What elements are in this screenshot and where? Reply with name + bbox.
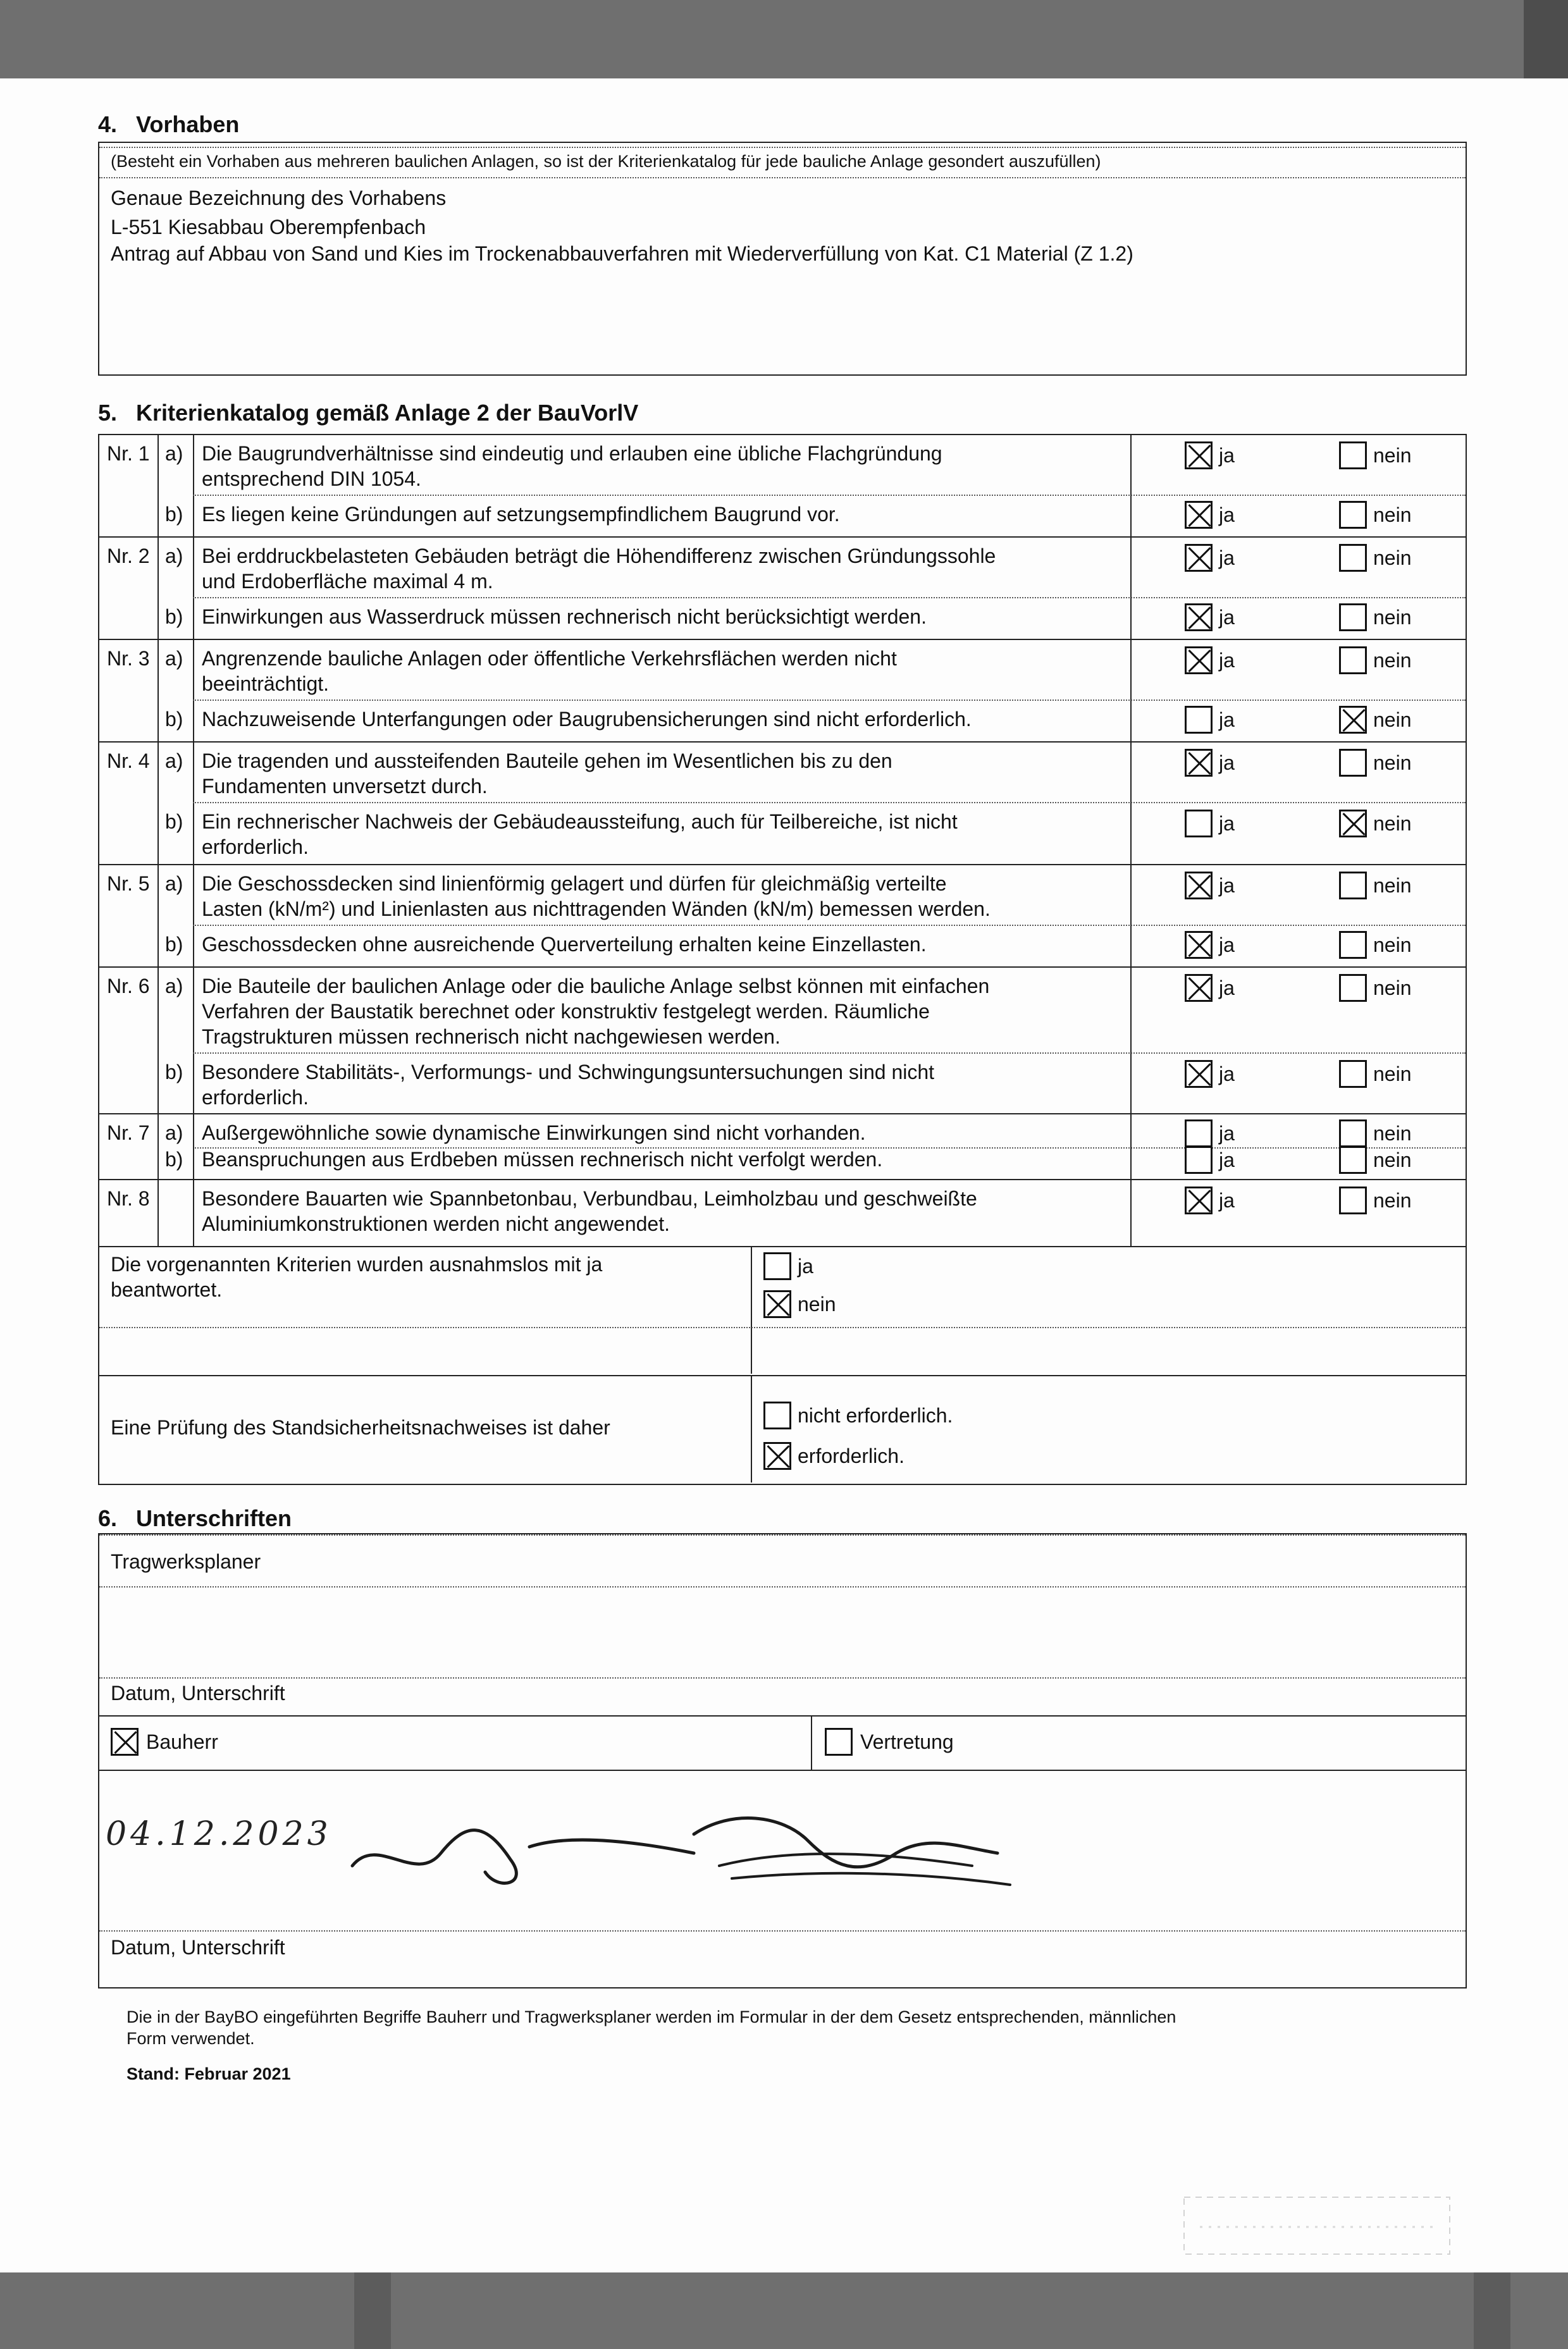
datum-unterschrift-label: Datum, Unterschrift <box>111 1682 285 1705</box>
divider <box>99 536 1466 538</box>
nein-label: nein <box>1373 1122 1412 1145</box>
criterion-text-line: Die Baugrundverhältnisse sind eindeutig und erlauben eine übliche Flachgründung <box>202 442 942 465</box>
nein-checkbox[interactable] <box>1339 646 1367 674</box>
nein-checkbox[interactable] <box>1339 810 1367 837</box>
ja-label: ja <box>1219 812 1235 835</box>
nein-label: nein <box>1373 606 1412 629</box>
ja-checkbox[interactable] <box>1185 931 1213 959</box>
faint-stamp-mark <box>1181 2192 1453 2262</box>
vertretung-checkbox[interactable] <box>825 1728 853 1756</box>
divider <box>99 1677 1466 1679</box>
criteria-table-continued <box>98 1147 1467 1376</box>
ja-checkbox[interactable] <box>1185 441 1213 469</box>
criterion-text-line: Fundamenten unversetzt durch. <box>202 775 488 798</box>
criterion-text-line: Aluminiumkonstruktionen werden nicht angewendet. <box>202 1212 670 1235</box>
ja-checkbox[interactable] <box>1185 544 1213 572</box>
divider <box>99 1113 1466 1114</box>
ja-label: ja <box>1219 1149 1235 1171</box>
divider <box>157 435 159 1164</box>
ja-label: ja <box>1219 649 1235 672</box>
criterion-text-line: Verfahren der Baustatik berechnet oder konstruktiv festgelegt werden. Räumliche <box>202 1000 930 1023</box>
divider <box>193 597 1466 598</box>
tragwerksplaner-signature-field[interactable] <box>99 1588 1466 1676</box>
scan-border-stripe <box>354 2272 391 2349</box>
ja-checkbox[interactable] <box>1185 1146 1213 1174</box>
divider <box>99 966 1466 968</box>
section-title: Kriterienkatalog gemäß Anlage 2 der BauVorlV <box>136 400 639 426</box>
footer-note-line: Die in der BayBO eingeführten Begriffe Bauherr und Tragwerksplaner werden im Formular in der dem Gesetz entsprechenden, männlichen <box>127 2007 1176 2026</box>
section-6-header <box>98 1505 1467 1534</box>
nein-checkbox[interactable] <box>1339 872 1367 899</box>
scan-border-stripe <box>1474 2272 1510 2349</box>
criterion-text-line: Tragstrukturen müssen rechnerisch nicht nachgewiesen werden. <box>202 1025 781 1048</box>
ja-checkbox[interactable] <box>1185 810 1213 837</box>
summary-ja-checkbox[interactable] <box>763 1252 791 1280</box>
criterion-number: Nr. 5 <box>107 872 150 895</box>
criterion-sub: a) <box>165 442 183 465</box>
ja-checkbox[interactable] <box>1185 1119 1213 1147</box>
handwritten-signature <box>340 1796 1035 1910</box>
nein-checkbox[interactable] <box>1339 603 1367 631</box>
ja-label: ja <box>1219 546 1235 569</box>
nein-checkbox[interactable] <box>1339 706 1367 734</box>
nein-label: nein <box>1373 649 1412 672</box>
ja-label: ja <box>1219 606 1235 629</box>
criterion-sub: a) <box>165 545 183 567</box>
criterion-text-line: erforderlich. <box>202 835 309 858</box>
project-line-2[interactable]: Antrag auf Abbau von Sand und Kies im Trockenabbauverfahren mit Wiederverfüllung von Kat. C1 Material (Z 1.2) <box>111 242 1133 265</box>
criterion-text-line: Geschossdecken ohne ausreichende Querverteilung erhalten keine Einzellasten. <box>202 933 927 956</box>
nein-label: nein <box>1373 546 1412 569</box>
criterion-text-line: Ein rechnerischer Nachweis der Gebäudeaussteifung, auch für Teilbereiche, ist nicht <box>202 810 958 833</box>
nein-label: nein <box>1373 751 1412 774</box>
criterion-text-line: Beanspruchungen aus Erdbeben müssen rechnerisch nicht verfolgt werden. <box>202 1148 883 1171</box>
criterion-text-line: Nachzuweisende Unterfangungen oder Baugrubensicherungen sind nicht erforderlich. <box>202 708 972 731</box>
criterion-sub: a) <box>165 872 183 895</box>
criterion-number: Nr. 7 <box>107 1121 150 1144</box>
section-5-header <box>98 400 1467 429</box>
divider <box>157 1147 159 1246</box>
form-page <box>0 78 1568 2272</box>
datum-unterschrift-label: Datum, Unterschrift <box>111 1936 285 1959</box>
section-4-note: (Besteht ein Vorhaben aus mehreren baulichen Anlagen, so ist der Kriterienkatalog für jede bauliche Anlage gesondert auszufüllen) <box>111 152 1101 171</box>
nein-checkbox[interactable] <box>1339 544 1367 572</box>
divider <box>99 1715 1466 1717</box>
bauherr-label: Bauherr <box>146 1730 218 1753</box>
criterion-text-line: Lasten (kN/m²) und Linienlasten aus nichttragenden Wänden (kN/m) bemessen werden. <box>202 897 991 920</box>
criterion-sub: b) <box>165 605 183 628</box>
divider <box>99 147 1466 148</box>
criterion-text-line: Die Geschossdecken sind linienförmig gelagert und dürfen für gleichmäßig verteilte <box>202 872 947 895</box>
ja-label: ja <box>1219 708 1235 731</box>
criterion-text-line: und Erdoberfläche maximal 4 m. <box>202 570 493 593</box>
divider <box>99 1246 1466 1247</box>
erforderlich-checkbox[interactable] <box>763 1442 791 1470</box>
nein-checkbox[interactable] <box>1339 441 1367 469</box>
divider <box>751 1246 752 1374</box>
criterion-number: Nr. 4 <box>107 749 150 772</box>
signatures-box <box>98 1533 1467 1988</box>
criterion-sub: b) <box>165 933 183 956</box>
divider <box>99 1327 1466 1328</box>
criterion-sub: a) <box>165 749 183 772</box>
project-line-1[interactable]: L-551 Kiesabbau Oberempfenbach <box>111 216 426 238</box>
stand-date: Stand: Februar 2021 <box>127 2064 291 2083</box>
ja-checkbox[interactable] <box>1185 706 1213 734</box>
tragwerksplaner-label: Tragwerksplaner <box>111 1550 261 1573</box>
nicht-erforderlich-checkbox[interactable] <box>763 1402 791 1429</box>
divider <box>99 1179 1466 1180</box>
nein-checkbox[interactable] <box>1339 931 1367 959</box>
ja-checkbox[interactable] <box>1185 501 1213 529</box>
nein-checkbox[interactable] <box>1339 1187 1367 1214</box>
ja-label: ja <box>1219 751 1235 774</box>
nein-label: nein <box>1373 1189 1412 1212</box>
criterion-text-line: Außergewöhnliche sowie dynamische Einwirkungen sind nicht vorhanden. <box>202 1121 866 1144</box>
criterion-number: Nr. 2 <box>107 545 150 567</box>
nein-checkbox[interactable] <box>1339 749 1367 777</box>
divider <box>99 864 1466 865</box>
criterion-text-line: Angrenzende bauliche Anlagen oder öffentliche Verkehrsflächen werden nicht <box>202 647 897 670</box>
criterion-sub: b) <box>165 708 183 731</box>
ja-label: ja <box>1219 977 1235 999</box>
criterion-number: Nr. 6 <box>107 975 150 997</box>
criterion-number: Nr. 1 <box>107 442 150 465</box>
summary-nein-label: nein <box>798 1293 836 1316</box>
nein-label: nein <box>1373 977 1412 999</box>
ja-checkbox[interactable] <box>1185 749 1213 777</box>
section-4-header <box>98 111 1467 140</box>
nicht-erforderlich-label: nicht erforderlich. <box>798 1404 953 1427</box>
project-label: Genaue Bezeichnung des Vorhabens <box>111 187 447 209</box>
nein-checkbox[interactable] <box>1339 1060 1367 1088</box>
ja-checkbox[interactable] <box>1185 1060 1213 1088</box>
divider <box>1130 1147 1132 1246</box>
ja-label: ja <box>1219 503 1235 526</box>
scan-border-bottom <box>0 2272 1568 2349</box>
ja-checkbox[interactable] <box>1185 872 1213 899</box>
ja-label: ja <box>1219 1189 1235 1212</box>
erforderlich-label: erforderlich. <box>798 1445 904 1467</box>
ja-label: ja <box>1219 1063 1235 1085</box>
section-title: Vorhaben <box>136 111 240 137</box>
criterion-number: Nr. 8 <box>107 1187 150 1210</box>
divider <box>193 1052 1466 1054</box>
criterion-text-line: Besondere Stabilitäts-, Verformungs- und Schwingungsuntersuchungen sind nicht <box>202 1061 935 1083</box>
divider <box>99 639 1466 640</box>
nein-label: nein <box>1373 444 1412 467</box>
criterion-text-line: Die tragenden und aussteifenden Bauteile gehen im Wesentlichen bis zu den <box>202 749 892 772</box>
summary-nein-checkbox[interactable] <box>763 1290 791 1318</box>
divider <box>811 1715 812 1770</box>
nein-label: nein <box>1373 812 1412 835</box>
criterion-sub: a) <box>165 975 183 997</box>
ja-label: ja <box>1219 934 1235 956</box>
divider <box>751 1376 752 1483</box>
summary-text-line: beantwortet. <box>111 1278 223 1301</box>
ja-checkbox[interactable] <box>1185 603 1213 631</box>
divider <box>99 1534 1466 1536</box>
nein-label: nein <box>1373 503 1412 526</box>
ja-checkbox[interactable] <box>1185 974 1213 1002</box>
criterion-sub: b) <box>165 810 183 833</box>
divider <box>99 1930 1466 1932</box>
criterion-text-line: Besondere Bauarten wie Spannbetonbau, Verbundbau, Leimholzbau und geschweißte <box>202 1187 977 1210</box>
summary-2-text: Eine Prüfung des Standsicherheitsnachweises ist daher <box>111 1416 610 1439</box>
footer-note-line: Form verwendet. <box>127 2029 255 2048</box>
divider <box>193 495 1466 496</box>
criterion-text-line: entsprechend DIN 1054. <box>202 467 421 490</box>
criterion-text-line: beeinträchtigt. <box>202 672 330 695</box>
divider <box>193 435 194 1164</box>
nein-label: nein <box>1373 1149 1412 1171</box>
criterion-sub: b) <box>165 1148 183 1171</box>
section-number: 4. <box>98 111 118 137</box>
summary-ja-label: ja <box>798 1255 813 1278</box>
nein-checkbox[interactable] <box>1339 1146 1367 1174</box>
nein-checkbox[interactable] <box>1339 974 1367 1002</box>
divider <box>1130 435 1132 1164</box>
signature-date: 04.12.2023 <box>106 1815 332 1853</box>
section-title: Unterschriften <box>136 1505 292 1531</box>
criterion-text-line: Es liegen keine Gründungen auf setzungsempfindlichem Baugrund vor. <box>202 503 840 526</box>
summary-text-line: Die vorgenannten Kriterien wurden ausnahmslos mit ja <box>111 1253 603 1276</box>
criterion-text-line: Bei erddruckbelasteten Gebäuden beträgt die Höhendifferenz zwischen Gründungssohle <box>202 545 996 567</box>
divider <box>193 700 1466 701</box>
divider <box>193 802 1466 803</box>
criterion-sub: a) <box>165 647 183 670</box>
section-number: 6. <box>98 1505 118 1531</box>
divider <box>99 177 1466 178</box>
divider <box>99 741 1466 743</box>
section-number: 5. <box>98 400 118 426</box>
nein-label: nein <box>1373 874 1412 897</box>
ja-checkbox[interactable] <box>1185 1187 1213 1214</box>
criterion-text-line: Die Bauteile der baulichen Anlage oder die bauliche Anlage selbst können mit einfachen <box>202 975 990 997</box>
nein-label: nein <box>1373 708 1412 731</box>
divider <box>193 925 1466 926</box>
ja-label: ja <box>1219 444 1235 467</box>
ja-label: ja <box>1219 874 1235 897</box>
section-4-box <box>98 142 1467 376</box>
criterion-text-line: Einwirkungen aus Wasserdruck müssen rechnerisch nicht berücksichtigt werden. <box>202 605 927 628</box>
vertretung-label: Vertretung <box>860 1730 954 1753</box>
criterion-sub: b) <box>165 1061 183 1083</box>
divider <box>193 1147 194 1246</box>
nein-label: nein <box>1373 934 1412 956</box>
summary-2-box <box>98 1376 1467 1485</box>
ja-label: ja <box>1219 1122 1235 1145</box>
scan-border-corner <box>1524 0 1568 78</box>
criterion-number: Nr. 3 <box>107 647 150 670</box>
criterion-sub: a) <box>165 1121 183 1144</box>
ja-checkbox[interactable] <box>1185 646 1213 674</box>
bauherr-checkbox[interactable] <box>111 1728 139 1756</box>
nein-checkbox[interactable] <box>1339 501 1367 529</box>
bauherr-signature-field[interactable] <box>99 1771 1466 1929</box>
scan-border-top <box>0 0 1568 78</box>
nein-label: nein <box>1373 1063 1412 1085</box>
criterion-sub: b) <box>165 503 183 526</box>
criterion-text-line: erforderlich. <box>202 1086 309 1109</box>
nein-checkbox[interactable] <box>1339 1119 1367 1147</box>
